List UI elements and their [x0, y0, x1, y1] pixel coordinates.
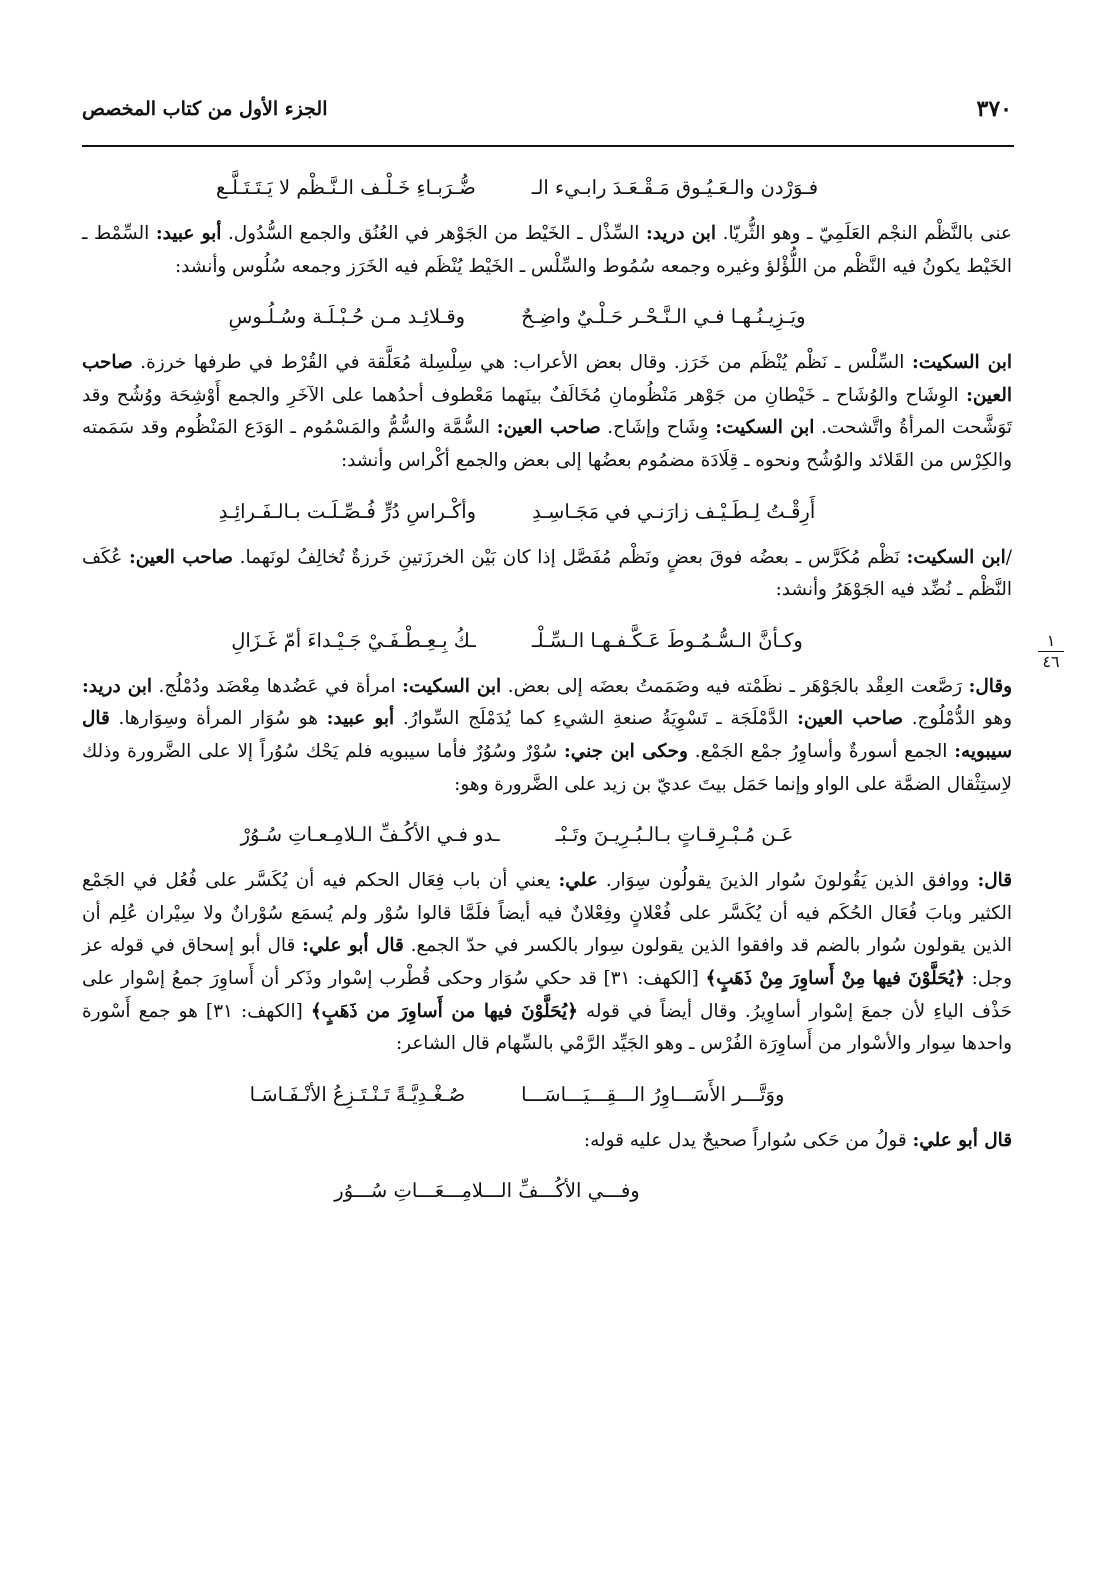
- source-label: قال أبو علي:: [912, 1129, 1012, 1151]
- paragraph-text: [الكهف: ٣١] قد حكي سُوَار وحكى قُطْرب إسْوار وذَكر أن أَساوِرَ جمعُ إسْوار على حَذْف الياءِ لأن جمعَ إسْوار أساوِيرُ. وقال أيضاً في قوله: [82, 967, 1012, 1022]
- paragraph-text: السِّذْل ـ الخَيْط من الجَوْهر في العُنُق والجمع السُّدُول.: [221, 223, 646, 244]
- verse-3: [82, 488, 1012, 536]
- page-body: [82, 164, 1012, 1221]
- source-label: صاحب العين:: [128, 546, 233, 568]
- verse-hemistich: وأكْـراسِ دُرٍّ فُـصِّـلَـت بـالـفَـرائِـدِ: [218, 499, 477, 523]
- source-label: ابن السكيت:: [715, 417, 815, 439]
- source-label: أبو عبيد:: [155, 223, 222, 244]
- verse-hemistich: ضُّـرَبـاءِ خَـلْـف الـنَّـظْم لا يَـتَـتَـلَّـع: [215, 176, 476, 199]
- verse-7: [82, 1167, 1012, 1215]
- verse-6: [82, 1071, 1012, 1119]
- paragraph-text: السِّلْس ـ نَظْم يُنْظَم من خَرَز. وقال بعض الأعراب: هي سِلْسِلة مُعَلَّقة في القُرْط في طرفها خرزة.: [132, 352, 912, 374]
- source-label: ابن السكيت:: [906, 546, 1006, 568]
- verse-hemistich: ـدو فـي الأكُـفِّ الـلامِـعـاتِ سُـوُرْ: [240, 823, 500, 847]
- page-number: ٣٧٠: [976, 96, 1012, 122]
- paragraph-text: قولُ من حَكى سُواراً صحيحٌ يدل عليه قوله:: [583, 1129, 913, 1151]
- paragraph-text: امرأة في عَضُدها مِعْضَد ودُمْلُج.: [151, 675, 403, 697]
- source-label: صاحب العين:: [496, 417, 601, 439]
- source-label: قال:: [977, 870, 1012, 892]
- verse-hemistich: فـوَرْدن والـعَـيُـوق مَـقْـعَـدَ رابـيء الـ: [531, 176, 819, 199]
- verse-hemistich: وفـــي الأكُـــفِّ الـــلامِـــعَـــاتِ سُـــوُر: [334, 1179, 640, 1203]
- verse-hemistich: صُـغْـدِيَّـةً تَـنْـتَـزِعُ الأنْـفَـاسَـا: [249, 1082, 466, 1106]
- paragraph-3: [82, 542, 1012, 607]
- paragraph-text: الجمع أسورةٌ وأساوِرُ جمْع الجَمْع.: [687, 740, 955, 762]
- paragraph-text: عُكَف النَّظْم ـ نُضِّد فيه الجَوْهَرُ وأنشد:: [82, 546, 1012, 601]
- paragraph-text: وِشَاح وإشَاح.: [600, 417, 716, 439]
- paragraph-text: الوِشَاح والوُشَاح ـ خَيْطانِ من جَوْهر مَنْظُومانِ مُخَالَفٌ بينَهما مَعْطوف أحدُهما على الآخَرِ والجمع أَوْشِحَة ووُشُح وقد تَوَشَّحت المرأةُ واتَّشحت.: [82, 384, 1012, 439]
- page-header: [82, 96, 1012, 130]
- paragraph-6: [82, 1125, 1012, 1158]
- paragraph-text: [الكهف: ٣١] هو جمع أَسْورة واحدها سِوار والأسْوار من أَساوِرَة الفُرْس ـ وهو الجَيِّد الرَّمْي بالسِّهام قال الشاعر:: [82, 1000, 1012, 1055]
- header-rule: [82, 145, 1014, 147]
- paragraph-text: يعني أن باب فِعَال الحكم فيه أن يُكَسَّر على فُعُل في الجَمْع الكثير وبابَ فُعَال الحُكَم فيه أن يُكَسَّر على فُعْلانٍ وفِعْلانٌ فيه أيضاً فلَمَّا قالوا سُوْر ولم يُسمَع سُوْرانٌ ولا سِيْران عُلِم أن الذين يقولون سُوار بالضم قد وافقوا الذين يقولون سِوار بالكسر في حدّ الجمع.: [82, 870, 1012, 957]
- source-label: ابن السكيت:: [911, 352, 1012, 374]
- paragraph-text: سُوْرٌ وسُوُرٌ فأما سيبويه فلم يَحْك سُوُراً إلا على الضَّرورة وذلك لاِستِثْقال الضمَّة على الواو وإنما حَمَل بيتَ عديّ بن زيد على الضَّرورة وهو:: [82, 740, 1012, 795]
- paragraph-1: [82, 218, 1012, 283]
- quran-quote: ﴿يُحَلَّوْنَ فيها مِنْ أَساوِرَ مِنْ ذَهَبٍ﴾: [705, 967, 965, 989]
- margin-note-numerator: ١: [1046, 631, 1056, 650]
- quran-quote: ﴿يُحَلَّوْنَ فيها من أَساوِرَ من ذَهَبٍ﴾: [310, 1000, 578, 1022]
- verse-hemistich: ـكُ بِـعِـطْـفَـيْ جَـيْـداءَ أمّ غَـزَالِ: [231, 628, 476, 652]
- source-label: أبو عبيد:: [326, 708, 395, 730]
- paragraph-text: السُّمَّة والسُّمُّ والمَسْمُوم ـ الوَدَع المَنْظُوم وقد سَمَمته والكِرْس من القَلائد والوُشُح ونحوه ـ قِلَادَة مضمُوم بعضُها إلى بعض والجمع أكْراس وأنشد:: [82, 417, 1012, 471]
- paragraph-5: [82, 865, 1012, 1061]
- source-label: صاحب العين:: [82, 352, 1012, 406]
- source-label: قال أبو علي:: [302, 935, 404, 957]
- source-label: ابن دريد:: [645, 223, 717, 244]
- paragraph-text: نَظْم مُكَرَّس ـ بعضُه فوقَ بعضٍ ونَظْم مُفَصَّل إذا كان بَيْن الخرزَتينِ خَرزةٌ تُخالِفُ لونَهما.: [232, 546, 907, 568]
- paragraph-text: قال أبو إسحاق في قوله عز وجل:: [82, 935, 1012, 989]
- verse-hemistich: ويَـزِيـنُـهـا فـي الـنَّـحْـر حَـلْـيٌ واضِـحٌ: [521, 305, 806, 329]
- book-title: الجزء الأول من كتاب المخصص: [82, 98, 328, 120]
- source-label: ابن السكيت:: [402, 675, 502, 697]
- verse-hemistich: ووَتَّـــر الأَسَـــاوِرُ الـــقِـــيَـــاسَـــا: [521, 1082, 785, 1106]
- margin-note-denominator: ٤٦: [1042, 652, 1060, 671]
- verse-hemistich: عَـن مُـبْـرِقـاتٍ بـالـبُـرِيـنَ وتَـبْـ: [555, 823, 794, 847]
- paragraph-text: الدَّمْلَجَة ـ تَسْوِيَةُ صنعةِ الشيءِ كما يُدَمْلَج السِّوارُ.: [394, 708, 798, 730]
- paragraph-text: عنى بالنَّظْم النجْم العَلَمِيّ ـ وهو الثُّريّا.: [716, 223, 1012, 244]
- margin-note: [1034, 633, 1068, 670]
- paragraph-text: هو سُوَار المرأة وسِوَارها.: [109, 708, 327, 730]
- source-label: قال سيبويه:: [82, 708, 1012, 762]
- verse-4: [82, 617, 1012, 665]
- paragraph-text: ووافق الذين يَقُولونَ سُوار الذينَ يقولُون سِوَار.: [597, 870, 978, 892]
- source-label: وحكى ابن جني:: [564, 740, 688, 762]
- paragraph-4: [82, 671, 1012, 801]
- paragraph-2: [82, 347, 1012, 477]
- source-label: ابن دريد:: [82, 675, 152, 697]
- paragraph-text: رَصَّعت العِقْد بالجَوْهَر ـ نظَمْته فيه وضَمَمتُ بعضَه إلى بعض.: [501, 675, 969, 697]
- verse-5: [82, 811, 1012, 859]
- verse-hemistich: وكـأنَّ الـسُّـمُـوطَ عَـكَّـفـهـا الـسِّـلْـ: [531, 628, 803, 652]
- verse-hemistich: وقـلائِـد مـن حُـبْـلَـة وسُـلُـوسِ: [228, 305, 466, 329]
- paragraph-text: السِّمْط ـ الخَيْط يكونُ فيه النَّظْم من اللُّؤْلؤ وغيره وجمعه سُمُوط والسِّلْس ـ الخَيْط يُنْظَم فيه الخَرَز وجمعه سُلُوس وأنشد:: [82, 223, 1012, 277]
- folio-mark: /: [1005, 546, 1012, 568]
- verse-hemistich: أَرِقْـتُ لِـطَـيْـف زارَنـي في مَجَـاسِـدِ: [532, 499, 816, 523]
- source-label: وقال:: [968, 675, 1012, 697]
- source-label: علي:: [558, 870, 598, 892]
- verse-1: [82, 164, 1012, 212]
- source-label: صاحب العين:: [797, 708, 903, 730]
- paragraph-text: وهو الدُّمْلُوج.: [902, 708, 1013, 730]
- verse-2: [82, 293, 1012, 341]
